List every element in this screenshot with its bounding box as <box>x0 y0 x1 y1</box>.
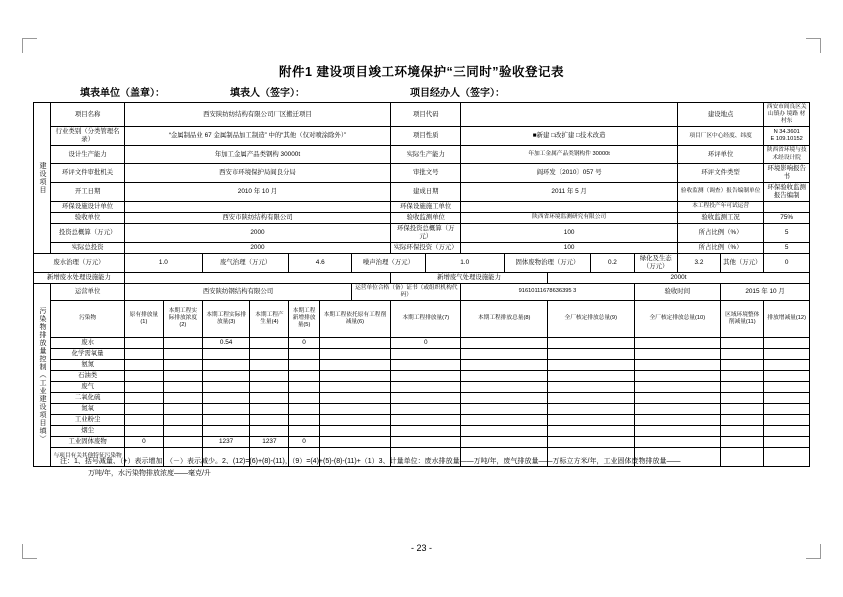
cell: 0 <box>124 436 163 447</box>
table-row <box>34 337 810 348</box>
cell <box>721 425 764 436</box>
label-operating-cert: 运营单位合格（备）证书（或组织机构代码） <box>352 283 461 300</box>
value-monitor-report-unit: 环保验收监测报告编制 <box>764 182 810 201</box>
label-design-capacity: 设计生产能力 <box>51 146 125 163</box>
cell <box>319 403 390 414</box>
value-start-date: 2010 年 10 月 <box>124 182 390 201</box>
cell <box>391 425 461 436</box>
label-actual-invest: 实际总投资 <box>51 242 125 253</box>
cell <box>163 414 202 425</box>
page-title: 附件1 建设项目竣工环境保护“三同时”验收登记表 <box>279 65 564 79</box>
table-row <box>34 103 810 127</box>
col-header-12: 排放增减量(12) <box>764 300 810 337</box>
table-row <box>34 370 810 381</box>
cell <box>202 403 250 414</box>
cell <box>634 337 721 348</box>
label-new-water-capacity: 新增废水处理设施能力 <box>34 272 125 283</box>
label-actual-capacity: 实际生产能力 <box>391 146 461 163</box>
cell <box>124 403 163 414</box>
cell <box>461 370 548 381</box>
value-actual-ratio: 5 <box>764 242 810 253</box>
cell <box>250 359 289 370</box>
cell <box>391 348 461 359</box>
cell <box>634 348 721 359</box>
pollutant-name: 废水 <box>51 337 125 348</box>
value-acceptance-date: 2015 年 10 月 <box>721 283 810 300</box>
label-eia-unit: 环评单位 <box>677 146 764 163</box>
cell <box>721 348 764 359</box>
registration-table <box>33 102 810 467</box>
col-header-8: 本期工程排放总量(8) <box>461 300 548 337</box>
label-approval-authority: 环评文件审批机关 <box>51 163 125 182</box>
cell <box>319 337 390 348</box>
label-complete-date: 建成日期 <box>391 182 461 201</box>
value-actual-env-invest: 100 <box>461 242 677 253</box>
value-eia-unit: 陕西省环境与技术经设计院 <box>764 146 810 163</box>
value-invest-ratio: 5 <box>764 223 810 242</box>
value-total-invest: 2000 <box>124 223 390 242</box>
crop-mark-top-right <box>806 38 821 53</box>
cell <box>764 337 810 348</box>
cell <box>163 381 202 392</box>
value-industry: “金属制品业 67 金属制品加工制造” 中的“其他（仅对喷涂除外）” <box>124 127 390 146</box>
cell <box>163 425 202 436</box>
cell <box>634 436 721 447</box>
col-header-6: 本期工程依托原有工程削减量(6) <box>319 300 390 337</box>
cell <box>319 436 390 447</box>
crop-mark-top-left <box>22 38 37 53</box>
label-waste-gas-treat: 废气治理（万元） <box>202 253 289 272</box>
label-build-place: 建设地点 <box>677 103 764 127</box>
value-complete-date: 2011 年 5 月 <box>461 182 677 201</box>
cell <box>634 370 721 381</box>
label-invest-ratio: 所占比例（%） <box>677 223 764 242</box>
cell <box>289 348 319 359</box>
cell <box>634 392 721 403</box>
label-total-invest: 投资总概算（万元） <box>51 223 125 242</box>
cell <box>124 381 163 392</box>
cell: 0 <box>391 337 461 348</box>
cell <box>319 414 390 425</box>
table-row <box>34 201 810 212</box>
value-env-invest: 100 <box>461 223 677 242</box>
cell <box>124 337 163 348</box>
table-row <box>34 223 810 242</box>
table-row <box>34 436 810 447</box>
table-row <box>34 163 810 182</box>
cell <box>124 425 163 436</box>
label-noise-treat: 噪声治理（万元） <box>352 253 426 272</box>
value-actual-invest: 2000 <box>124 242 390 253</box>
sign-field-handler: 项目经办人（签字）： <box>410 88 505 99</box>
label-industry: 行业类别（分类管理名录） <box>51 127 125 146</box>
cell <box>163 348 202 359</box>
value-monitor-unit: 陕西省环境监测研究有限公司 <box>461 212 677 223</box>
table-row <box>34 253 810 272</box>
value-operating-cert: 91610111678636395 3 <box>461 283 634 300</box>
value-construct-unit <box>461 201 677 212</box>
table-row <box>34 242 810 253</box>
value-solid-treat: 0.2 <box>591 253 634 272</box>
cell <box>163 403 202 414</box>
cell <box>461 359 548 370</box>
table-row <box>34 182 810 201</box>
cell <box>250 348 289 359</box>
cell <box>721 403 764 414</box>
cell <box>461 436 548 447</box>
cell <box>250 425 289 436</box>
label-other-invest: 其他（万元） <box>721 253 764 272</box>
label-project-name: 项目名称 <box>51 103 125 127</box>
cell <box>764 348 810 359</box>
label-construct-unit: 环保设施施工单位 <box>391 201 461 212</box>
col-header-5: 本期工程新增排放量(5) <box>289 300 319 337</box>
cell <box>163 436 202 447</box>
cell <box>547 392 634 403</box>
cell <box>289 425 319 436</box>
cell <box>634 414 721 425</box>
cell <box>250 392 289 403</box>
cell <box>634 359 721 370</box>
cell <box>764 414 810 425</box>
cell <box>461 403 548 414</box>
pollutant-name: 氨氮 <box>51 359 125 370</box>
cell <box>319 348 390 359</box>
cell <box>319 425 390 436</box>
cell <box>391 381 461 392</box>
cell: 0.54 <box>202 337 250 348</box>
cell <box>547 414 634 425</box>
table-row <box>34 127 810 146</box>
cell <box>319 370 390 381</box>
cell <box>721 337 764 348</box>
table-row <box>34 272 810 283</box>
col-header-9: 全厂核定排放总量(9) <box>547 300 634 337</box>
pollutant-name: 石油类 <box>51 370 125 381</box>
cell <box>764 381 810 392</box>
cell <box>289 414 319 425</box>
col-header-7: 本期工程排放量(7) <box>391 300 461 337</box>
table-row <box>34 359 810 370</box>
label-design-unit: 环保设施设计单位 <box>51 201 125 212</box>
cell <box>547 425 634 436</box>
pollutant-name: 氮氧 <box>51 403 125 414</box>
cell <box>163 392 202 403</box>
cell <box>764 359 810 370</box>
cell <box>163 359 202 370</box>
cell <box>202 381 250 392</box>
cell <box>124 414 163 425</box>
cell <box>461 337 548 348</box>
value-waste-gas-treat: 4.6 <box>289 253 352 272</box>
cell <box>202 359 250 370</box>
col-header-1: 原有排放量(1) <box>124 300 163 337</box>
table-row <box>34 212 810 223</box>
value-design-capacity: 年加工金属产品类钢构 30000t <box>124 146 390 163</box>
label-eia-type: 环评文件类型 <box>677 163 764 182</box>
value-operating-unit: 西安陕纺钢结构有限公司 <box>124 283 351 300</box>
col-header-11: 区域环境整体削减量(11) <box>721 300 764 337</box>
col-header-2: 本期工程实际排放浓度(2) <box>163 300 202 337</box>
cell <box>202 425 250 436</box>
table-row <box>34 348 810 359</box>
label-acceptance-date: 验收时间 <box>634 283 721 300</box>
label-greening: 绿化及生态（万元） <box>634 253 677 272</box>
label-waste-water-treat: 废水治理（万元） <box>34 253 125 272</box>
footnote-line-1: 注：1、括号减量、（+）表示增加，（－）表示减少。2、(12)=(6)+(8)-(11)，（9）=(4)+(5)-(8)-(11)+（1）3、计量单位：废水排放量——万吨/年，废气排放量——万标立方米/年，工业固体废物排放量—— <box>60 458 681 465</box>
pollutant-name: 化学需氧量 <box>51 348 125 359</box>
cell <box>634 403 721 414</box>
cell <box>721 359 764 370</box>
cell <box>634 381 721 392</box>
cell: 1237 <box>202 436 250 447</box>
value-trial-run <box>764 201 810 212</box>
cell <box>721 436 764 447</box>
cell <box>461 392 548 403</box>
value-actual-capacity: 年加工金属产品类钢构件 30000t <box>461 146 677 163</box>
side-label-pollution: 污染物排放量控制（工业建设项目填） <box>34 283 51 466</box>
col-header-pollutant: 污染物 <box>51 300 125 337</box>
label-trial-run: 本工程投产年可试运营 <box>677 201 764 212</box>
sign-field-filler: 填表人（签字）： <box>230 88 305 99</box>
cell <box>250 337 289 348</box>
value-coordinates <box>764 127 810 146</box>
cell <box>202 414 250 425</box>
pollutant-name: 与项目有关其他特征污染物 <box>51 447 125 466</box>
table-row <box>34 414 810 425</box>
cell: 0 <box>289 436 319 447</box>
footnote <box>60 456 793 480</box>
value-build-place: 西安市阎良区关山镇办 境路 材村东 <box>764 103 810 127</box>
label-coordinates: 项目厂区中心经度、纬度 <box>677 127 764 146</box>
pollutant-name: 二氧化硫 <box>51 392 125 403</box>
cell <box>391 414 461 425</box>
table-row <box>34 425 810 436</box>
value-greening: 3.2 <box>677 253 720 272</box>
cell <box>461 381 548 392</box>
cell <box>764 425 810 436</box>
table-row <box>34 403 810 414</box>
cell <box>202 348 250 359</box>
label-solid-treat: 固体废物治理（万元） <box>504 253 591 272</box>
cell <box>250 414 289 425</box>
label-env-invest: 环保投资总概算（万元） <box>391 223 461 242</box>
label-monitor-condition: 验收监测工况 <box>677 212 764 223</box>
value-acceptance-unit: 西安市陕纺结构有限公司 <box>124 212 390 223</box>
cell <box>391 392 461 403</box>
value-new-water-capacity <box>124 272 390 283</box>
cell <box>391 403 461 414</box>
pollutant-name: 废气 <box>51 381 125 392</box>
cell <box>289 392 319 403</box>
cell <box>547 370 634 381</box>
cell <box>391 370 461 381</box>
value-project-name: 西安陕纺纺结构有限公司厂区搬迁项目 <box>124 103 390 127</box>
page-number: - 23 - <box>410 543 432 553</box>
cell <box>461 414 548 425</box>
cell <box>163 337 202 348</box>
cell <box>250 370 289 381</box>
col-header-3: 本期工程实际排放量(3) <box>202 300 250 337</box>
value-approval-authority: 西安市环境保护局阎良分局 <box>124 163 390 182</box>
value-design-unit <box>124 201 390 212</box>
cell <box>721 370 764 381</box>
cell <box>250 381 289 392</box>
cell <box>547 381 634 392</box>
table-header-row <box>34 300 810 337</box>
cell <box>124 359 163 370</box>
cell <box>547 359 634 370</box>
cell <box>319 392 390 403</box>
value-other-invest: 0 <box>764 253 810 272</box>
cell <box>764 370 810 381</box>
label-operating-unit: 运营单位 <box>51 283 125 300</box>
col-header-4: 本期工程产生量(4) <box>250 300 289 337</box>
cell <box>764 403 810 414</box>
cell <box>289 403 319 414</box>
value-latitude: N 34.3601 <box>773 129 800 136</box>
cell <box>124 392 163 403</box>
cell <box>163 370 202 381</box>
cell <box>721 381 764 392</box>
cell <box>202 370 250 381</box>
value-longitude: E 109.10152 <box>770 136 803 143</box>
cell <box>547 337 634 348</box>
cell: 0 <box>289 337 319 348</box>
value-waste-water-treat: 1.0 <box>124 253 202 272</box>
cell <box>289 381 319 392</box>
value-eia-type: 环境影响报告书 <box>764 163 810 182</box>
cell <box>547 403 634 414</box>
label-start-date: 开工日期 <box>51 182 125 201</box>
label-monitor-unit: 验收监测单位 <box>391 212 461 223</box>
table-row <box>34 381 810 392</box>
value-project-nature: ■新建 □改扩建 □技术改造 <box>461 127 677 146</box>
label-new-gas-capacity: 新增废气处理设施能力 <box>391 272 548 283</box>
cell <box>202 392 250 403</box>
value-project-code <box>461 103 677 127</box>
label-approval-doc: 审批文号 <box>391 163 461 182</box>
value-approval-doc: 阎环发〔2010〕057 号 <box>461 163 677 182</box>
footnote-line-2: 万吨/年，水污染物排放浓度——毫克/升 <box>88 469 211 477</box>
pollutant-name: 工业粉尘 <box>51 414 125 425</box>
side-label-construction: 建设项目 <box>34 103 51 254</box>
col-header-10: 全厂核定排放总量(10) <box>634 300 721 337</box>
cell <box>124 348 163 359</box>
label-actual-env-invest: 实际环保投资（万元） <box>391 242 461 253</box>
value-noise-treat: 1.0 <box>425 253 504 272</box>
cell <box>391 359 461 370</box>
cell <box>289 370 319 381</box>
table-row <box>34 283 810 300</box>
pollutant-name: 工业固体废物 <box>51 436 125 447</box>
value-new-gas-capacity: 2000t <box>547 272 809 283</box>
value-monitor-condition: 75% <box>764 212 810 223</box>
cell <box>250 403 289 414</box>
signature-row <box>60 84 783 99</box>
cell <box>319 359 390 370</box>
cell <box>721 414 764 425</box>
table-row <box>34 146 810 163</box>
cell <box>391 436 461 447</box>
label-actual-ratio: 所占比例（%） <box>677 242 764 253</box>
pollutant-name: 烟尘 <box>51 425 125 436</box>
cell <box>547 436 634 447</box>
label-project-code: 项目代码 <box>391 103 461 127</box>
cell <box>461 425 548 436</box>
cell <box>764 436 810 447</box>
label-acceptance-unit: 验收单位 <box>51 212 125 223</box>
cell <box>289 359 319 370</box>
cell <box>461 348 548 359</box>
cell <box>319 381 390 392</box>
cell <box>764 392 810 403</box>
cell: 1237 <box>250 436 289 447</box>
cell <box>547 348 634 359</box>
cell <box>634 425 721 436</box>
label-monitor-report-unit: 验收监测（调查）报告编制单位 <box>677 182 764 201</box>
sign-field-unit: 填表单位（盖章）： <box>80 88 165 99</box>
label-project-nature: 项目性质 <box>391 127 461 146</box>
table-row <box>34 392 810 403</box>
cell <box>124 370 163 381</box>
cell <box>721 392 764 403</box>
